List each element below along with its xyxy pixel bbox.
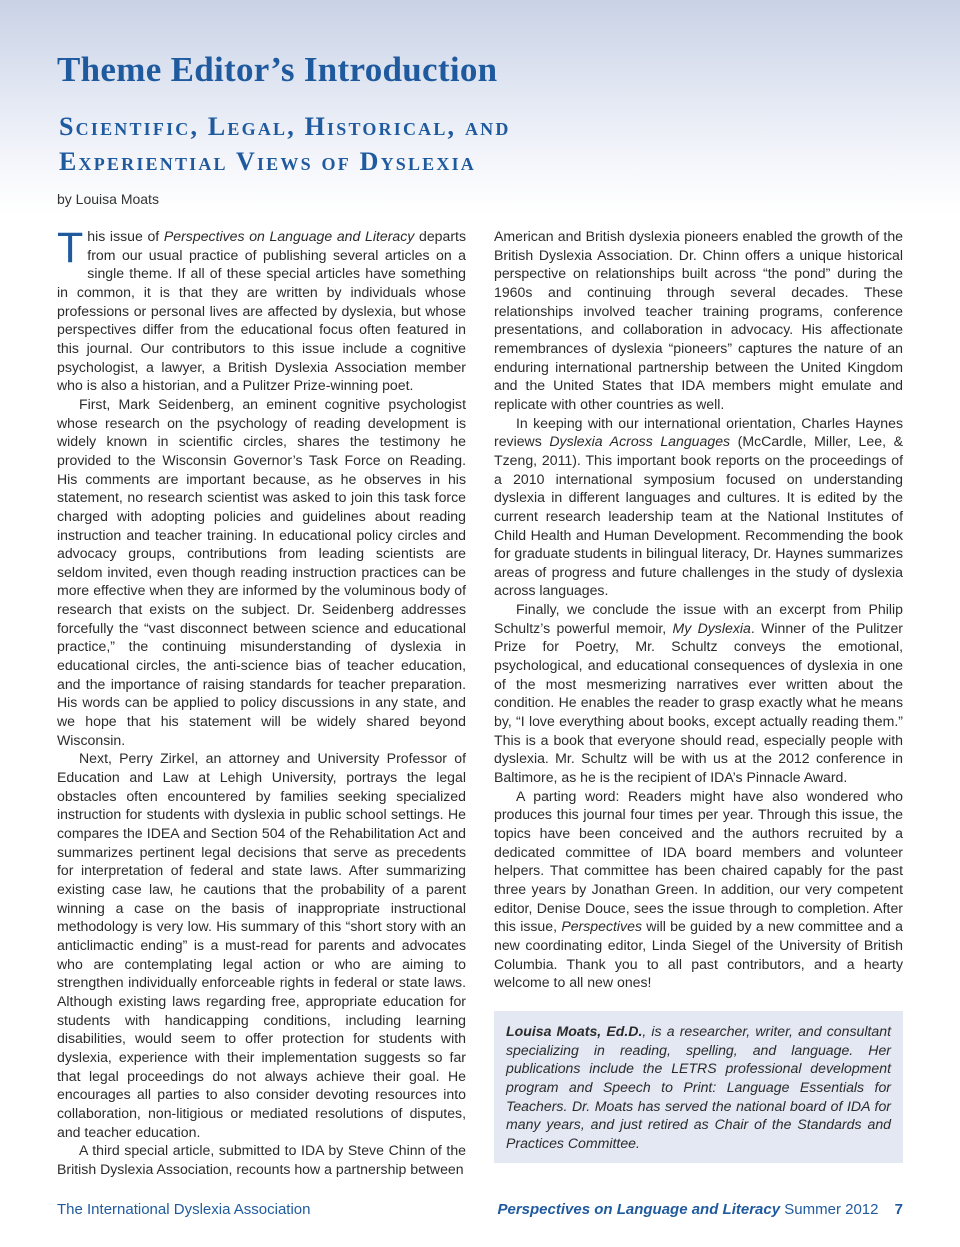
paragraph-7: A parting word: Readers might have also wondered who produces this journal four times per year. Through this issue, the topics have been conceived and the authors recruited by a dedicated committee of IDA board members and volunteer helpers. That committee has been chaired capably for the past three years by Jonathan Green. In addition, our very competent editor, Denise Douce, sees the issue through to completion. After this issue, Perspectives will be guided by a new committee and a new coordinating editor, Linda Siegel of the University of British Columbia. Thank you to all past contributors, and a hearty welcome to all new ones! — [494, 787, 903, 991]
paragraph-2: First, Mark Seidenberg, an eminent cognitive psychologist whose research on the psychology of reading development is widely known in scientific circles, shares the testimony he provided to the Wisconsin Governor’s Task Force on Reading. His comments are important because, as he observes in his statement, no research scientist was asked to join this task force charged with adopting policies and guidelines about reading instruction and teacher training. In educational policy circles and advocacy groups, contributions from leading scientists are seldom invited, even though reading instruction practices can be more effective when they are informed by the voluminous body of research that exists on the subject. Dr. Seidenberg addresses forcefully the “vast disconnect between science and educational practice,” the continuing misunderstanding of dyslexia in educational circles, the anti-science bias of teacher education, and the importance of raising standards for teacher preparation. His words can be applied to policy discussions in any state, and we hope that his statement will be widely shared beyond Wisconsin. — [57, 395, 466, 748]
paragraph-1: This issue of Perspectives on Language and Literacy departs from our usual practice of publishing several articles on a single theme. If all of these special articles have something in common, it is that they are written by individuals whose professions or personal lives are affected by dyslexia, but whose perspectives differ from the educational focus often featured in this journal. Our contributors to this issue include a cognitive psychologist, a lawyer, a British Dyslexia Association member who is also a historian, and a Pulitzer Prize-winning poet. — [57, 224, 467, 394]
paragraph-3: Next, Perry Zirkel, an attorney and University Professor of Education and Law at Lehigh University, portrays the legal obstacles often encountered by families seeking specialized instruction for students with dyslexia in public school settings. He compares the IDEA and Section 504 of the Rehabilitation Act and summarizes pertinent legal decisions that serve as precedents for interpretation of federal and state laws. After summarizing existing case law, he cautions that the probability of a parent winning a case on the basis of inappropriate instructional methodology is very low. His summary of this “short story with an anticlimactic ending” is a must-read for parents and advocates who are contemplating legal action or who are aiming to strengthen individually enforceable rights in federal or state laws. Although existing laws regarding free, appropriate education for students with handicapping conditions, including learning disabilities, would seem to offer protection for students with dyslexia, experience with their implementation suggests so far that legal proceedings do not always achieve their goal. He encourages all parties to also consider devoting resources into collaboration, non-litigious or mediated resolutions of disputes, and teacher education. — [57, 750, 466, 1140]
footer-publication — [497, 1201, 903, 1218]
byline: by Louisa Moats — [57, 191, 159, 207]
paragraph-5: In keeping with our international orientation, Charles Haynes reviews Dyslexia Across Languages (McCardle, Miller, Lee, & Tzeng, 2011). This important book reports on the proceedings of a 2010 international symposium focused on understanding dyslexia in different languages and cultures. It is edited by the current research leadership team at the National Institutes of Child Health and Human Development. Recommending the book for graduate students in bilingual literacy, Dr. Haynes summarizes areas of progress and future challenges in the study of dyslexia across languages. — [494, 414, 903, 599]
footer-issue: Summer 2012 — [784, 1201, 879, 1218]
subtitle-line-2: Experiential Views of Dyslexia — [59, 147, 476, 176]
book-title: Dyslexia Across Languages — [549, 433, 731, 450]
paragraph-6: Finally, we conclude the issue with an excerpt from Philip Schultz’s powerful memoir, My Dyslexia. Winner of the Pulitzer Prize for Poetry, Mr. Schultz conveys the emotional, psychological, and educational consequences of dyslexia in one of the most mesmerizing narratives ever written about the condition. He enables the reader to grasp exactly what he means by, “I love everything about books, except actually reading them.” This is a book that everyone should read, especially people with dyslexia. Mr. Schultz will be with us at the 2012 conference in Baltimore, as he is the recipient of IDA’s Pinnacle Award. — [494, 601, 903, 786]
book-title: My Dyslexia — [672, 619, 751, 636]
journal-title: Perspectives on Language and Literacy — [163, 228, 415, 244]
author-name: Louisa Moats, Ed.D. — [506, 1023, 643, 1039]
author-bio-text: , is a researcher, writer, and consultant specializing in reading, spelling, and language. Her publications include the LETRS professional development program and Speech to Print: Language Essentials for Teachers. Dr. Moats has served the national board of IDA for many years, and just retired as Chair of the Standards and Practices Committee. — [506, 1023, 891, 1151]
paragraph-4: A third special article, submitted to IDA by Steve Chinn of the British Dyslexia Association, recounts how a partnership between — [57, 1142, 466, 1177]
subtitle-line-1: Scientific, Legal, Historical, and — [59, 112, 511, 141]
page-title: Theme Editor’s Introduction — [57, 50, 498, 89]
page-number: 7 — [894, 1201, 903, 1218]
drop-cap: T — [57, 224, 84, 272]
paragraph-4-continued: American and British dyslexia pioneers enabled the growth of the British Dyslexia Association. Dr. Chinn offers a unique historical perspective on relationships built across “the pond” during the 1960s and continuing through several decades. These relationships involved teacher training programs, conference presentations, and collaboration in advocacy. His affectionate remembrances of dyslexia “pioneers” captures the nature of an enduring international partnership between the United Kingdom and the United States that IDA members might emulate and replicate with other countries as well. — [494, 228, 903, 412]
article-column-right — [494, 227, 903, 992]
footer-journal: Perspectives on Language and Literacy — [497, 1201, 781, 1218]
article-subtitle — [59, 109, 511, 179]
journal-title: Perspectives — [561, 918, 642, 935]
article-column-left — [57, 224, 467, 1178]
footer-organization: The International Dyslexia Association — [57, 1201, 311, 1218]
author-bio-box — [494, 1011, 903, 1163]
header-background — [0, 0, 960, 215]
